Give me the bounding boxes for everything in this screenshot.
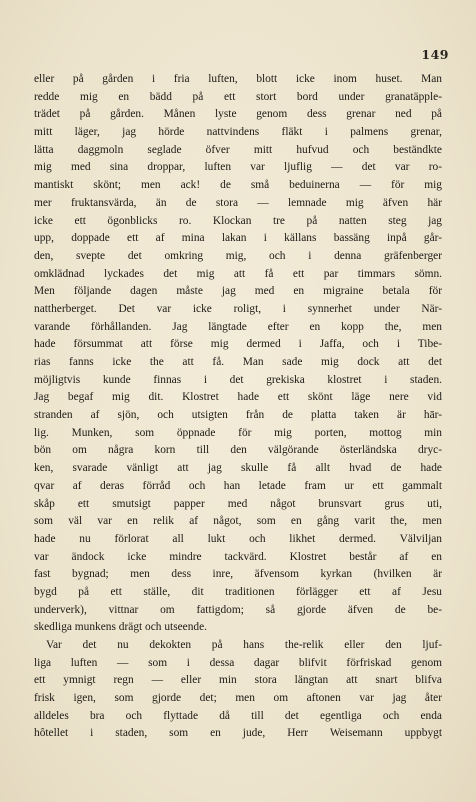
text-line: qvar af deras förråd och han letade fram ur ett gammalt <box>34 479 442 492</box>
text-line: lätta daggmoln seglade öfver mitt hufvud och beständkte <box>34 143 442 156</box>
text-line: var ändock icke mindre tackvärd. Klostret består af en <box>34 550 442 563</box>
text-line: Men följande dagen måste jag med en migraine betala för <box>34 285 442 298</box>
page-number: 149 <box>421 47 449 62</box>
text-line: upp, doppade ett af mina lakan i källans bassäng inpå går- <box>34 232 442 245</box>
text-line: underverk), vittnar om fattigdom; så gjorde äfven de be- <box>34 603 442 616</box>
body-text <box>34 71 442 743</box>
text-line: stranden af sjön, och utsigten från de platta taken är hār- <box>34 409 442 422</box>
text-line: ett ymnigt regn — eller min stora längtan att snart blifva <box>34 674 442 687</box>
text-line: rias fanns icke the att få. Man sade mig dock att det <box>34 356 442 368</box>
text-line: frisk igen, som gjorde det; men om aftonen var jag åter <box>34 692 442 705</box>
text-line: den, svepte det omkring mig, och i denna gräfenberger <box>34 249 442 262</box>
text-line: Var det nu dekokten på hans the-relik eller den ljuf- <box>46 639 442 651</box>
text-line: bygd på ett ställe, dit traditionen förlägger ett af Jesu <box>34 585 442 598</box>
text-line: eller på gården i fria luften, blott icke inom huset. Man <box>34 73 442 85</box>
text-line: varande förhållanden. Jag längtade efter en kopp the, men <box>34 320 442 333</box>
text-line: omklädnad lyckades det mig att få ett par timmars sömn. <box>34 267 442 280</box>
text-line: mig med sina droppar, luften var ljuflig — det var ro- <box>34 161 442 174</box>
text-line: lig. Munken, som öppnade för mig porten, mottog min <box>34 426 442 439</box>
text-line: skåp ett smutsigt papper med något brunsvart grus uti, <box>34 497 442 510</box>
text-line: alldeles bra och flyttade då till det egentliga och enda <box>34 709 442 722</box>
text-line: ken, svarade vänligt att jag skulle få allt hvad de hade <box>34 462 442 475</box>
text-line: Jag begaf mig dit. Klostret hade ett skönt läge nere vid <box>34 391 442 404</box>
paragraph <box>34 71 442 637</box>
text-line: nattherberget. Det var icke roligt, i synnerhet under När- <box>34 302 442 315</box>
text-line: mer fruktansvärda, än de stora — lemnade mig äfven här <box>34 196 442 209</box>
text-line: skedliga munkens drägt och utseende. <box>34 621 208 634</box>
text-line: möjligtvis kunde finnas i det grekiska klostret i staden. <box>34 373 442 386</box>
paragraph <box>34 637 442 743</box>
text-line: hôtellet i staden, som en jude, Herr Weisemann uppbygt <box>34 727 442 740</box>
text-line: mantiskt skönt; men ack! de små beduinerna — för mig <box>34 179 442 192</box>
text-line: liga luften — som i dessa dagar blifvit förfriskad genom <box>34 656 442 669</box>
text-line: bön om några korn till den välgörande österländska dryc- <box>34 444 442 457</box>
text-line: redde mig en bädd på ett stort bord under granatäpple- <box>34 90 442 103</box>
text-line: fast bygnad; men dess inre, äfvensom kyrkan (hvilken är <box>34 568 442 581</box>
text-line: som väl var en relik af något, som en gång varit the, men <box>34 515 442 528</box>
text-line: hade nu förlorat all lukt och likhet dermed. Välviljan <box>34 532 442 545</box>
text-line: icke ett ögonblicks ro. Klockan tre på natten steg jag <box>34 214 442 227</box>
text-line: mitt läger, jag hörde nattvindens fläkt i palmens grenar, <box>34 126 442 139</box>
text-line: hade försummat att förse mig dermed i Jaffa, och i Tibe- <box>34 338 442 351</box>
text-line: trädet på gården. Månen lyste genom dess grenar ned på <box>34 108 442 121</box>
